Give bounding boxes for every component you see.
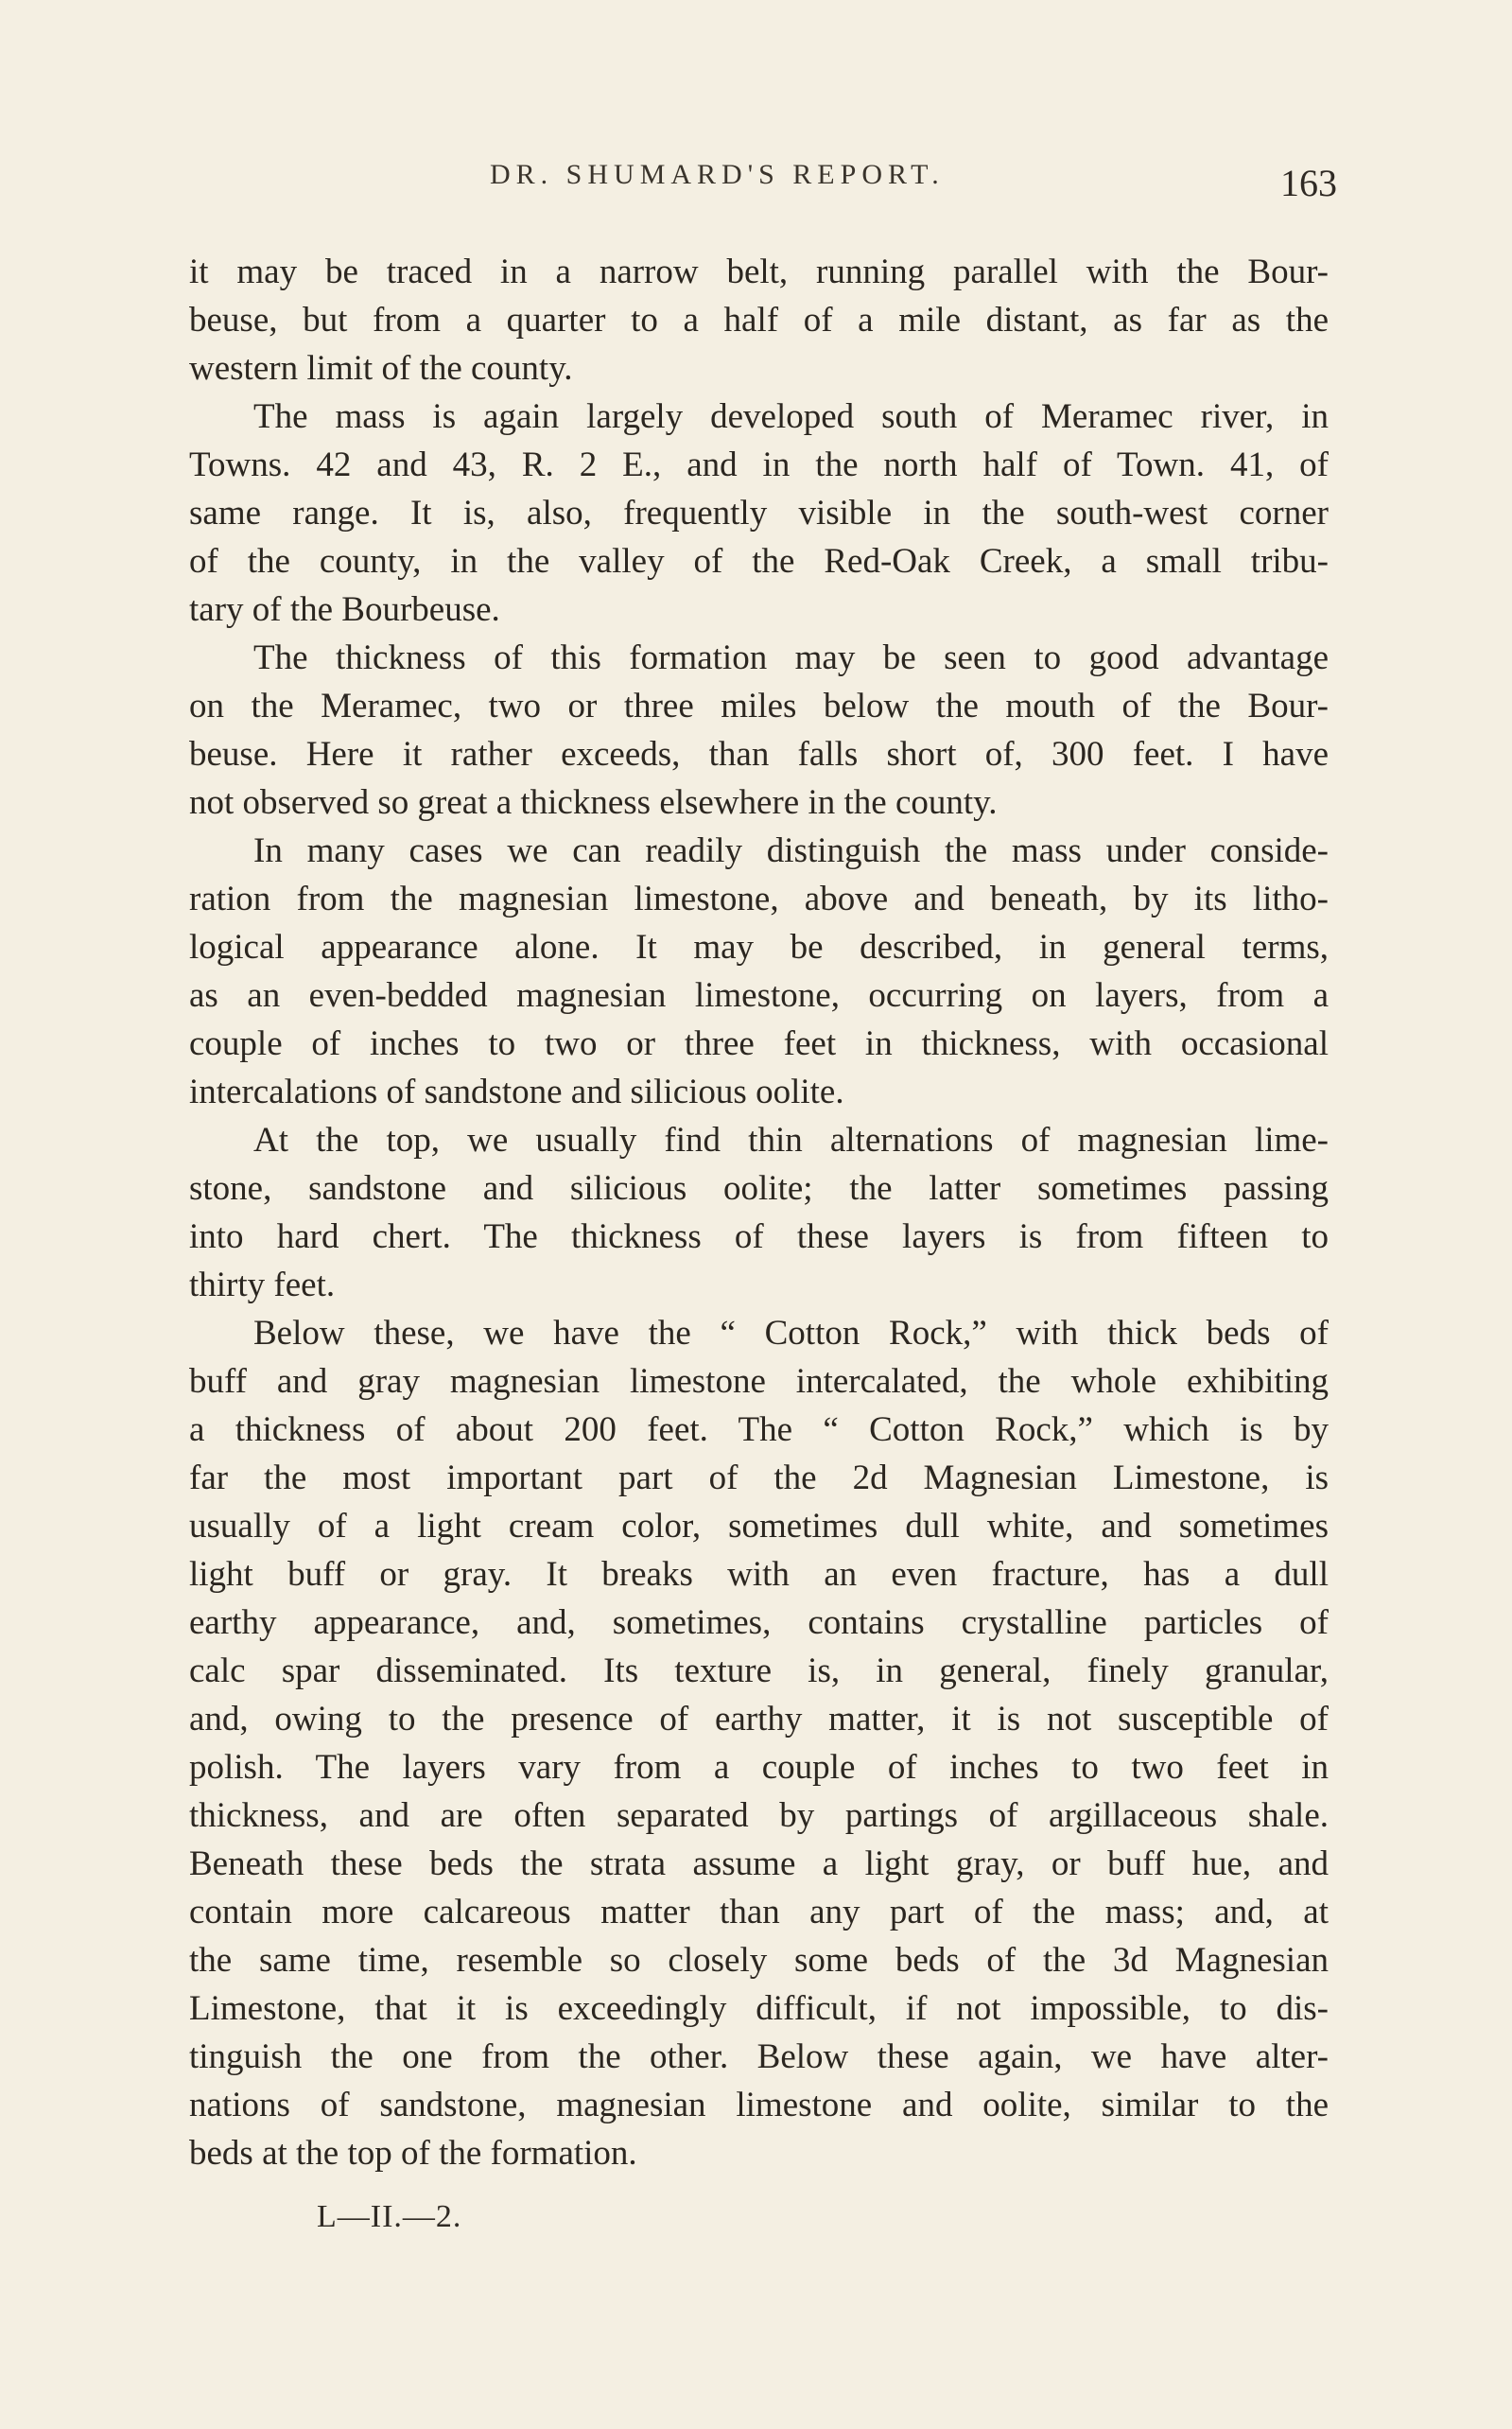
text-line: At the top, we usually find thin alternations of magnesian lime- bbox=[253, 1121, 1329, 1160]
page-number: 163 bbox=[1280, 162, 1337, 204]
text-line: western limit of the county. bbox=[189, 349, 573, 388]
text-line: it may be traced in a narrow belt, running parallel with the Bour- bbox=[189, 253, 1329, 291]
text-line: of the county, in the valley of the Red-Oak Creek, a small tribu- bbox=[189, 542, 1329, 581]
text-line: The thickness of this formation may be seen to good advantage bbox=[253, 638, 1329, 677]
text-line: as an even-bedded magnesian limestone, occurring on layers, from a bbox=[189, 976, 1329, 1015]
text-line: calc spar disseminated. Its texture is, in general, finely granular, bbox=[189, 1651, 1329, 1690]
text-line: same range. It is, also, frequently visible in the south-west corner bbox=[189, 494, 1329, 533]
text-line: logical appearance alone. It may be described, in general terms, bbox=[189, 928, 1329, 967]
body-text bbox=[189, 248, 1329, 2177]
running-head bbox=[189, 151, 1337, 208]
text-line: tinguish the one from the other. Below these again, we have alter- bbox=[189, 2037, 1329, 2076]
text-line: far the most important part of the 2d Magnesian Limestone, is bbox=[189, 1459, 1329, 1497]
text-line: Beneath these beds the strata assume a light gray, or buff hue, and bbox=[189, 1844, 1329, 1883]
text-line: Towns. 42 and 43, R. 2 E., and in the north half of Town. 41, of bbox=[189, 446, 1329, 484]
text-line: nations of sandstone, magnesian limestone and oolite, similar to the bbox=[189, 2086, 1329, 2124]
text-line: In many cases we can readily distinguish the mass under conside- bbox=[253, 831, 1329, 870]
text-line: couple of inches to two or three feet in thickness, with occasional bbox=[189, 1024, 1329, 1063]
text-line: buff and gray magnesian limestone intercalated, the whole exhibiting bbox=[189, 1362, 1329, 1401]
running-head-title: DR. SHUMARD'S REPORT. bbox=[490, 159, 945, 190]
text-line: polish. The layers vary from a couple of inches to two feet in bbox=[189, 1748, 1329, 1787]
text-line: beuse. Here it rather exceeds, than falls short of, 300 feet. I have bbox=[189, 735, 1329, 774]
text-line: earthy appearance, and, sometimes, contains crystalline particles of bbox=[189, 1603, 1329, 1642]
text-line: thirty feet. bbox=[189, 1266, 336, 1304]
text-line: thickness, and are often separated by partings of argillaceous shale. bbox=[189, 1796, 1329, 1835]
text-line: into hard chert. The thickness of these layers is from fifteen to bbox=[189, 1217, 1329, 1256]
text-line: light buff or gray. It breaks with an even fracture, has a dull bbox=[189, 1555, 1329, 1594]
signature-mark: L—II.—2. bbox=[317, 2199, 462, 2234]
text-line: Below these, we have the “ Cotton Rock,” with thick beds of bbox=[253, 1314, 1329, 1353]
text-line: The mass is again largely developed south of Meramec river, in bbox=[253, 397, 1329, 436]
text-line: a thickness of about 200 feet. The “ Cotton Rock,” which is by bbox=[189, 1410, 1329, 1449]
text-line: usually of a light cream color, sometimes dull white, and sometimes bbox=[189, 1507, 1329, 1546]
text-line: tary of the Bourbeuse. bbox=[189, 590, 500, 629]
text-line: and, owing to the presence of earthy matter, it is not susceptible of bbox=[189, 1700, 1329, 1739]
text-line: on the Meramec, two or three miles below the mouth of the Bour- bbox=[189, 687, 1329, 725]
text-line: the same time, resemble so closely some beds of the 3d Magnesian bbox=[189, 1941, 1329, 1980]
text-line: beuse, but from a quarter to a half of a mile distant, as far as the bbox=[189, 301, 1329, 340]
text-line: beds at the top of the formation. bbox=[189, 2134, 637, 2173]
text-line: Limestone, that it is exceedingly difficult, if not impossible, to dis- bbox=[189, 1989, 1329, 2028]
text-line: not observed so great a thickness elsewhere in the county. bbox=[189, 783, 998, 822]
text-line: intercalations of sandstone and silicious oolite. bbox=[189, 1073, 844, 1111]
text-line: contain more calcareous matter than any part of the mass; and, at bbox=[189, 1893, 1329, 1931]
text-line: stone, sandstone and silicious oolite; the latter sometimes passing bbox=[189, 1169, 1329, 1208]
text-line: ration from the magnesian limestone, above and beneath, by its litho- bbox=[189, 880, 1329, 918]
